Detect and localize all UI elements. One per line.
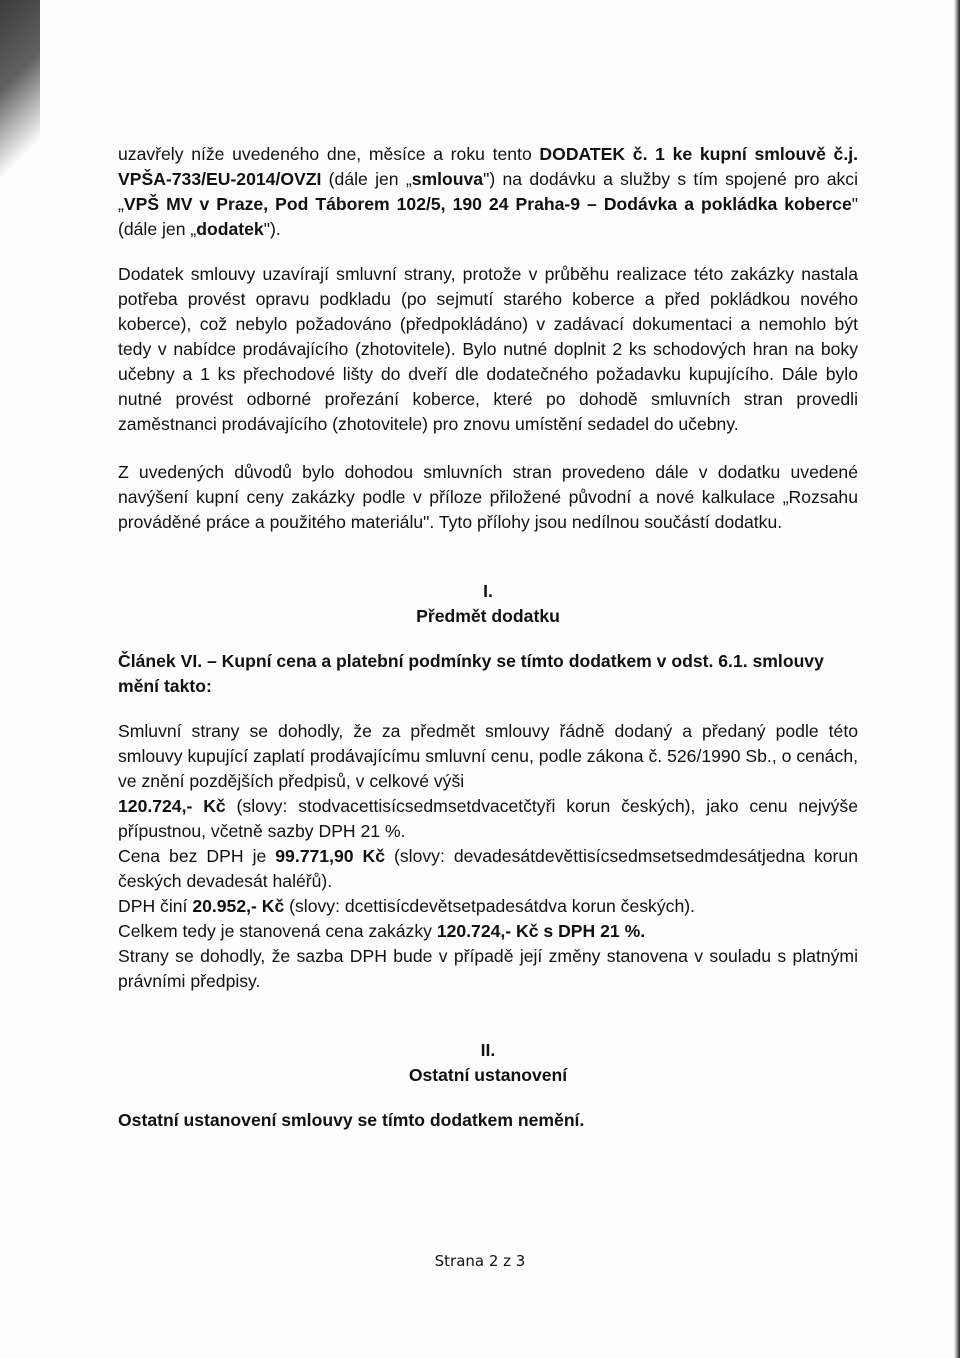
price-vat: DPH činí 20.952,- Kč (slovy: dcettisícdevětsetpadesátdva korun českých). (118, 896, 695, 916)
section-2-number: II. (480, 1040, 496, 1060)
page-number: Strana 2 z 3 (434, 1252, 526, 1270)
scan-edge-shadow (0, 0, 40, 260)
price-sum: Celkem tedy je stanovená cena zakázky 120.724,- Kč s DPH 21 %. (118, 921, 646, 941)
section-1-title: Předmět dodatku (416, 606, 560, 626)
scan-right-edge (954, 0, 960, 1358)
section-2-title: Ostatní ustanovení (408, 1065, 568, 1085)
increase-paragraph: Z uvedených důvodů bylo dohodou smluvních stran provedeno dále v dodatku uvedené navýšení kupní ceny zakázky podle v příloze přiložené původní a nové kalkulace „Rozsahu prováděné práce a použitého materiálu". Tyto přílohy jsou nedílnou součástí dodatku. (118, 462, 858, 532)
reason-paragraph: Dodatek smlouvy uzavírají smluvní strany, protože v průběhu realizace této zakázky nastala potřeba provést opravu podkladu (po sejmutí starého koberce a před pokládkou nového koberce), což nebylo požadováno (předpokládáno) v zadávací dokumentaci a nemohlo být tedy v nabídce prodávajícího (zhotovitele). Bylo nutné doplnit 2 ks schodových hran na boky učebny a 1 ks přechodové lišty do dveří dle dodatečného požadavku kupujícího. Dále bylo nutné provést odborné prořezání koberce, které po dohodě smluvních stran provedli zaměstnanci prodávajícího (zhotovitele) pro znovu umístění sedadel do učebny. (118, 264, 858, 434)
section-1-number: I. (483, 581, 493, 601)
vat-change-clause: Strany se dohodly, že sazba DPH bude v případě její změny stanovena v souladu s platnými právními předpisy. (118, 946, 858, 991)
section-2-text: Ostatní ustanovení smlouvy se tímto dodatkem nemění. (118, 1110, 585, 1130)
price-net: Cena bez DPH je 99.771,90 Kč (slovy: devadesátdevěttisícsedmsetsedmdesátjedna korun českých devadesát haléřů). (118, 846, 858, 891)
price-total: 120.724,- Kč (slovy: stodvacettisícsedmsetdvacetčtyři korun českých), jako cenu nejvýše přípustnou, včetně sazby DPH 21 %. (118, 796, 858, 841)
intro-paragraph: uzavřely níže uvedeného dne, měsíce a roku tento DODATEK č. 1 ke kupní smlouvě č.j. VPŠA-733/EU-2014/OVZI (dále jen „smlouva") na dodávku a služby s tím spojené pro akci „VPŠ MV v Praze, Pod Táborem 102/5, 190 24 Praha-9 – Dodávka a pokládka koberce" (dále jen „dodatek"). (118, 144, 858, 239)
article-heading: Článek VI. – Kupní cena a platební podmínky se tímto dodatkem v odst. 6.1. smlouvy mění takto: (118, 651, 824, 696)
price-intro: Smluvní strany se dohodly, že za předmět smlouvy řádně dodaný a předaný podle této smlouvy kupující zaplatí prodávajícímu smluvní cenu, podle zákona č. 526/1990 Sb., o cenách, ve znění pozdějších předpisů, v celkové výši (118, 721, 858, 791)
document-body (118, 142, 858, 1133)
price-block (118, 719, 858, 994)
